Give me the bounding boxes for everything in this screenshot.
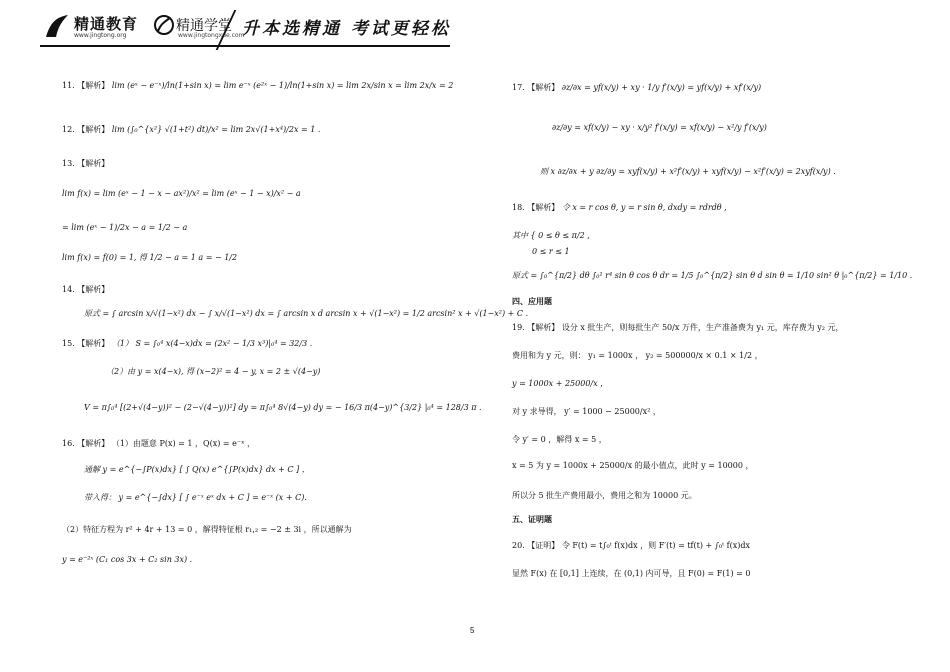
q20 xyxy=(512,540,750,551)
q15-number: 15. xyxy=(62,339,75,348)
q17 xyxy=(512,82,761,93)
jingtong-logo-icon xyxy=(44,13,70,39)
section-applied: 四、应用题 xyxy=(512,297,552,306)
q17-line3: 则 x ∂z/∂x + y ∂z/∂y = xyf(x/y) + x²f′(x/y) + xyf(x/y) − x²f′(x/y) = 2xyf(x/y) . xyxy=(540,167,836,176)
q20-line2: 显然 F(x) 在 [0,1] 上连续，在 (0,1) 内可导，且 F(0) = F(1) = 0 xyxy=(512,569,751,578)
q13-line3: lim f(x) = f(0) = 1, 得 1/2 − a = 1 a = − 1/2 xyxy=(62,253,238,262)
q13 xyxy=(62,158,109,169)
q15-line3: V = π∫₀⁴ [(2+√(4−y))² − (2−√(4−y))²] dy = π∫₀⁴ 8√(4−y) dy = − 16/3 π(4−y)^{3/2} |₀⁴ = 128/3 π . xyxy=(84,403,482,412)
q19-number: 19. xyxy=(512,323,525,332)
q17-line1: ∂z/∂x = yf(x/y) + xy · 1/y f′(x/y) = yf(x/y) + xf′(x/y) xyxy=(561,83,762,92)
q16-line5: y = e⁻²ˣ (C₁ cos 3x + C₂ sin 3x) . xyxy=(62,555,193,564)
q19-line7: 所以分 5 批生产费用最小，费用之和为 10000 元。 xyxy=(512,491,697,500)
q18-line3: 原式 = ∫₀^{π/2} dθ ∫₀¹ r⁴ sin θ cos θ dr = 1/5 ∫₀^{π/2} sin θ d sin θ = 1/10 sin² θ |₀^{π/2} = 1/10 . xyxy=(512,271,913,280)
q16-number: 16. xyxy=(62,439,75,448)
section-proof: 五、证明题 xyxy=(512,515,552,524)
brand-url-primary: www.jingtong.org xyxy=(74,32,127,39)
q19-line4: 对 y 求导得， y′ = 1000 − 25000/x² ， xyxy=(512,407,661,416)
brand-name-secondary: 精通学堂 xyxy=(176,18,232,34)
q19-line2: 费用和为 y 元，则： y₁ = 1000x ， y₂ = 500000/x × 0.1 × 1/2 ， xyxy=(512,351,763,360)
q14-line1: 原式 = ∫ arcsin x/√(1−x²) dx − ∫ x/√(1−x²) dx = ∫ arcsin x d arcsin x + √(1−x²) = 1/2 arcsin² x + √(1−x²) + C . xyxy=(84,309,529,318)
q17-number: 17. xyxy=(512,83,525,92)
brand-url-secondary: www.jingtongxue.com xyxy=(178,32,245,39)
q17-line2: ∂z/∂y = xf(x/y) − xy · x/y² f′(x/y) = xf(x/y) − x²/y f′(x/y) xyxy=(552,123,767,132)
q13-line1: lim f(x) = lim (eˣ − 1 − x − ax²)/x² = lim (eˣ − 1 − x)/x² − a xyxy=(62,189,301,198)
q12-expression: lim (∫₀^{x²} √(1+t²) dt)/x² = lim 2x√(1+x⁴)/2x = 1 . xyxy=(111,125,321,134)
q12 xyxy=(62,124,320,135)
q18-line2b: 0 ≤ r ≤ 1 xyxy=(532,247,570,256)
q13-line2: = lim (eˣ − 1)/2x − a = 1/2 − a xyxy=(62,223,188,232)
q16 xyxy=(62,438,255,449)
q11-expression: lim (eˣ − e⁻ˣ)/ln(1+sin x) = lim e⁻ˣ (e²ˣ − 1)/ln(1+sin x) = lim 2x/sin x = lim 2x/x = 2 xyxy=(111,81,454,90)
header-rule xyxy=(40,45,450,47)
q20-tag: 【证明】 xyxy=(527,541,560,550)
q16-line1: （1）由题意 P(x) = 1 ，Q(x) = e⁻ˣ ， xyxy=(111,439,256,448)
q16-line4: （2）特征方程为 r² + 4r + 13 = 0 ，解得特征根 r₁,₂ = −2 ± 3i ，所以通解为 xyxy=(62,525,352,534)
q20-number: 20. xyxy=(512,541,525,550)
q13-number: 13. xyxy=(62,159,75,168)
q12-number: 12. xyxy=(62,125,75,134)
jingtongxue-logo-icon xyxy=(152,13,176,39)
q11 xyxy=(62,80,453,91)
q15 xyxy=(62,338,312,349)
q19-line5: 令 y′ = 0 ，解得 x = 5 ， xyxy=(512,435,607,444)
page-header xyxy=(0,0,950,48)
brand-name-primary: 精通教育 xyxy=(74,15,139,33)
q12-tag: 【解析】 xyxy=(77,125,110,134)
q18-line2a: 其中 { 0 ≤ θ ≤ π/2 , xyxy=(512,231,590,240)
q14-number: 14. xyxy=(62,285,75,294)
header-slogan: 升本选精通 考试更轻松 xyxy=(242,19,451,39)
q14 xyxy=(62,284,109,295)
q14-tag: 【解析】 xyxy=(77,285,110,294)
q16-tag: 【解析】 xyxy=(77,439,110,448)
q15-tag: 【解析】 xyxy=(77,339,110,348)
q19 xyxy=(512,322,844,333)
q18-tag: 【解析】 xyxy=(527,203,560,212)
q17-tag: 【解析】 xyxy=(527,83,560,92)
q16-line3: 带入得： y = e^{−∫dx} [ ∫ e⁻ˣ eˣ dx + C ] = e⁻ˣ (x + C). xyxy=(84,493,307,502)
q15-line1: （1） S = ∫₀⁴ x(4−x)dx = (2x² − 1/3 x³)|₀⁴ = 32/3 . xyxy=(111,339,313,348)
q13-tag: 【解析】 xyxy=(77,159,110,168)
q18-number: 18. xyxy=(512,203,525,212)
q20-line1: 令 F(t) = t∫₀ᵗ f(x)dx ，则 F′(t) = tf(t) + ∫₀ᵗ f(x)dx xyxy=(561,541,750,550)
q16-line2: 通解 y = e^{−∫P(x)dx} [ ∫ Q(x) e^{∫P(x)dx} dx + C ] ， xyxy=(84,465,310,474)
page-number: 5 xyxy=(470,626,475,635)
q19-line1: 设分 x 批生产，则每批生产 50/x 万件，生产准备费为 y₁ 元，库存费为 y₂ 元， xyxy=(561,323,844,332)
q18 xyxy=(512,202,727,213)
q19-line6: x = 5 为 y = 1000x + 25000/x 的最小值点，此时 y = 10000 ， xyxy=(512,461,754,470)
q19-line3: y = 1000x + 25000/x ， xyxy=(512,379,609,388)
q18-line1: 令 x = r cos θ, y = r sin θ, dxdy = rdrdθ , xyxy=(561,203,727,212)
q15-line2: （2）由 y = x(4−x), 得 (x−2)² = 4 − y, x = 2 ± √(4−y) xyxy=(106,367,321,376)
q19-tag: 【解析】 xyxy=(527,323,560,332)
q11-number: 11. xyxy=(62,81,75,90)
q11-tag: 【解析】 xyxy=(77,81,110,90)
